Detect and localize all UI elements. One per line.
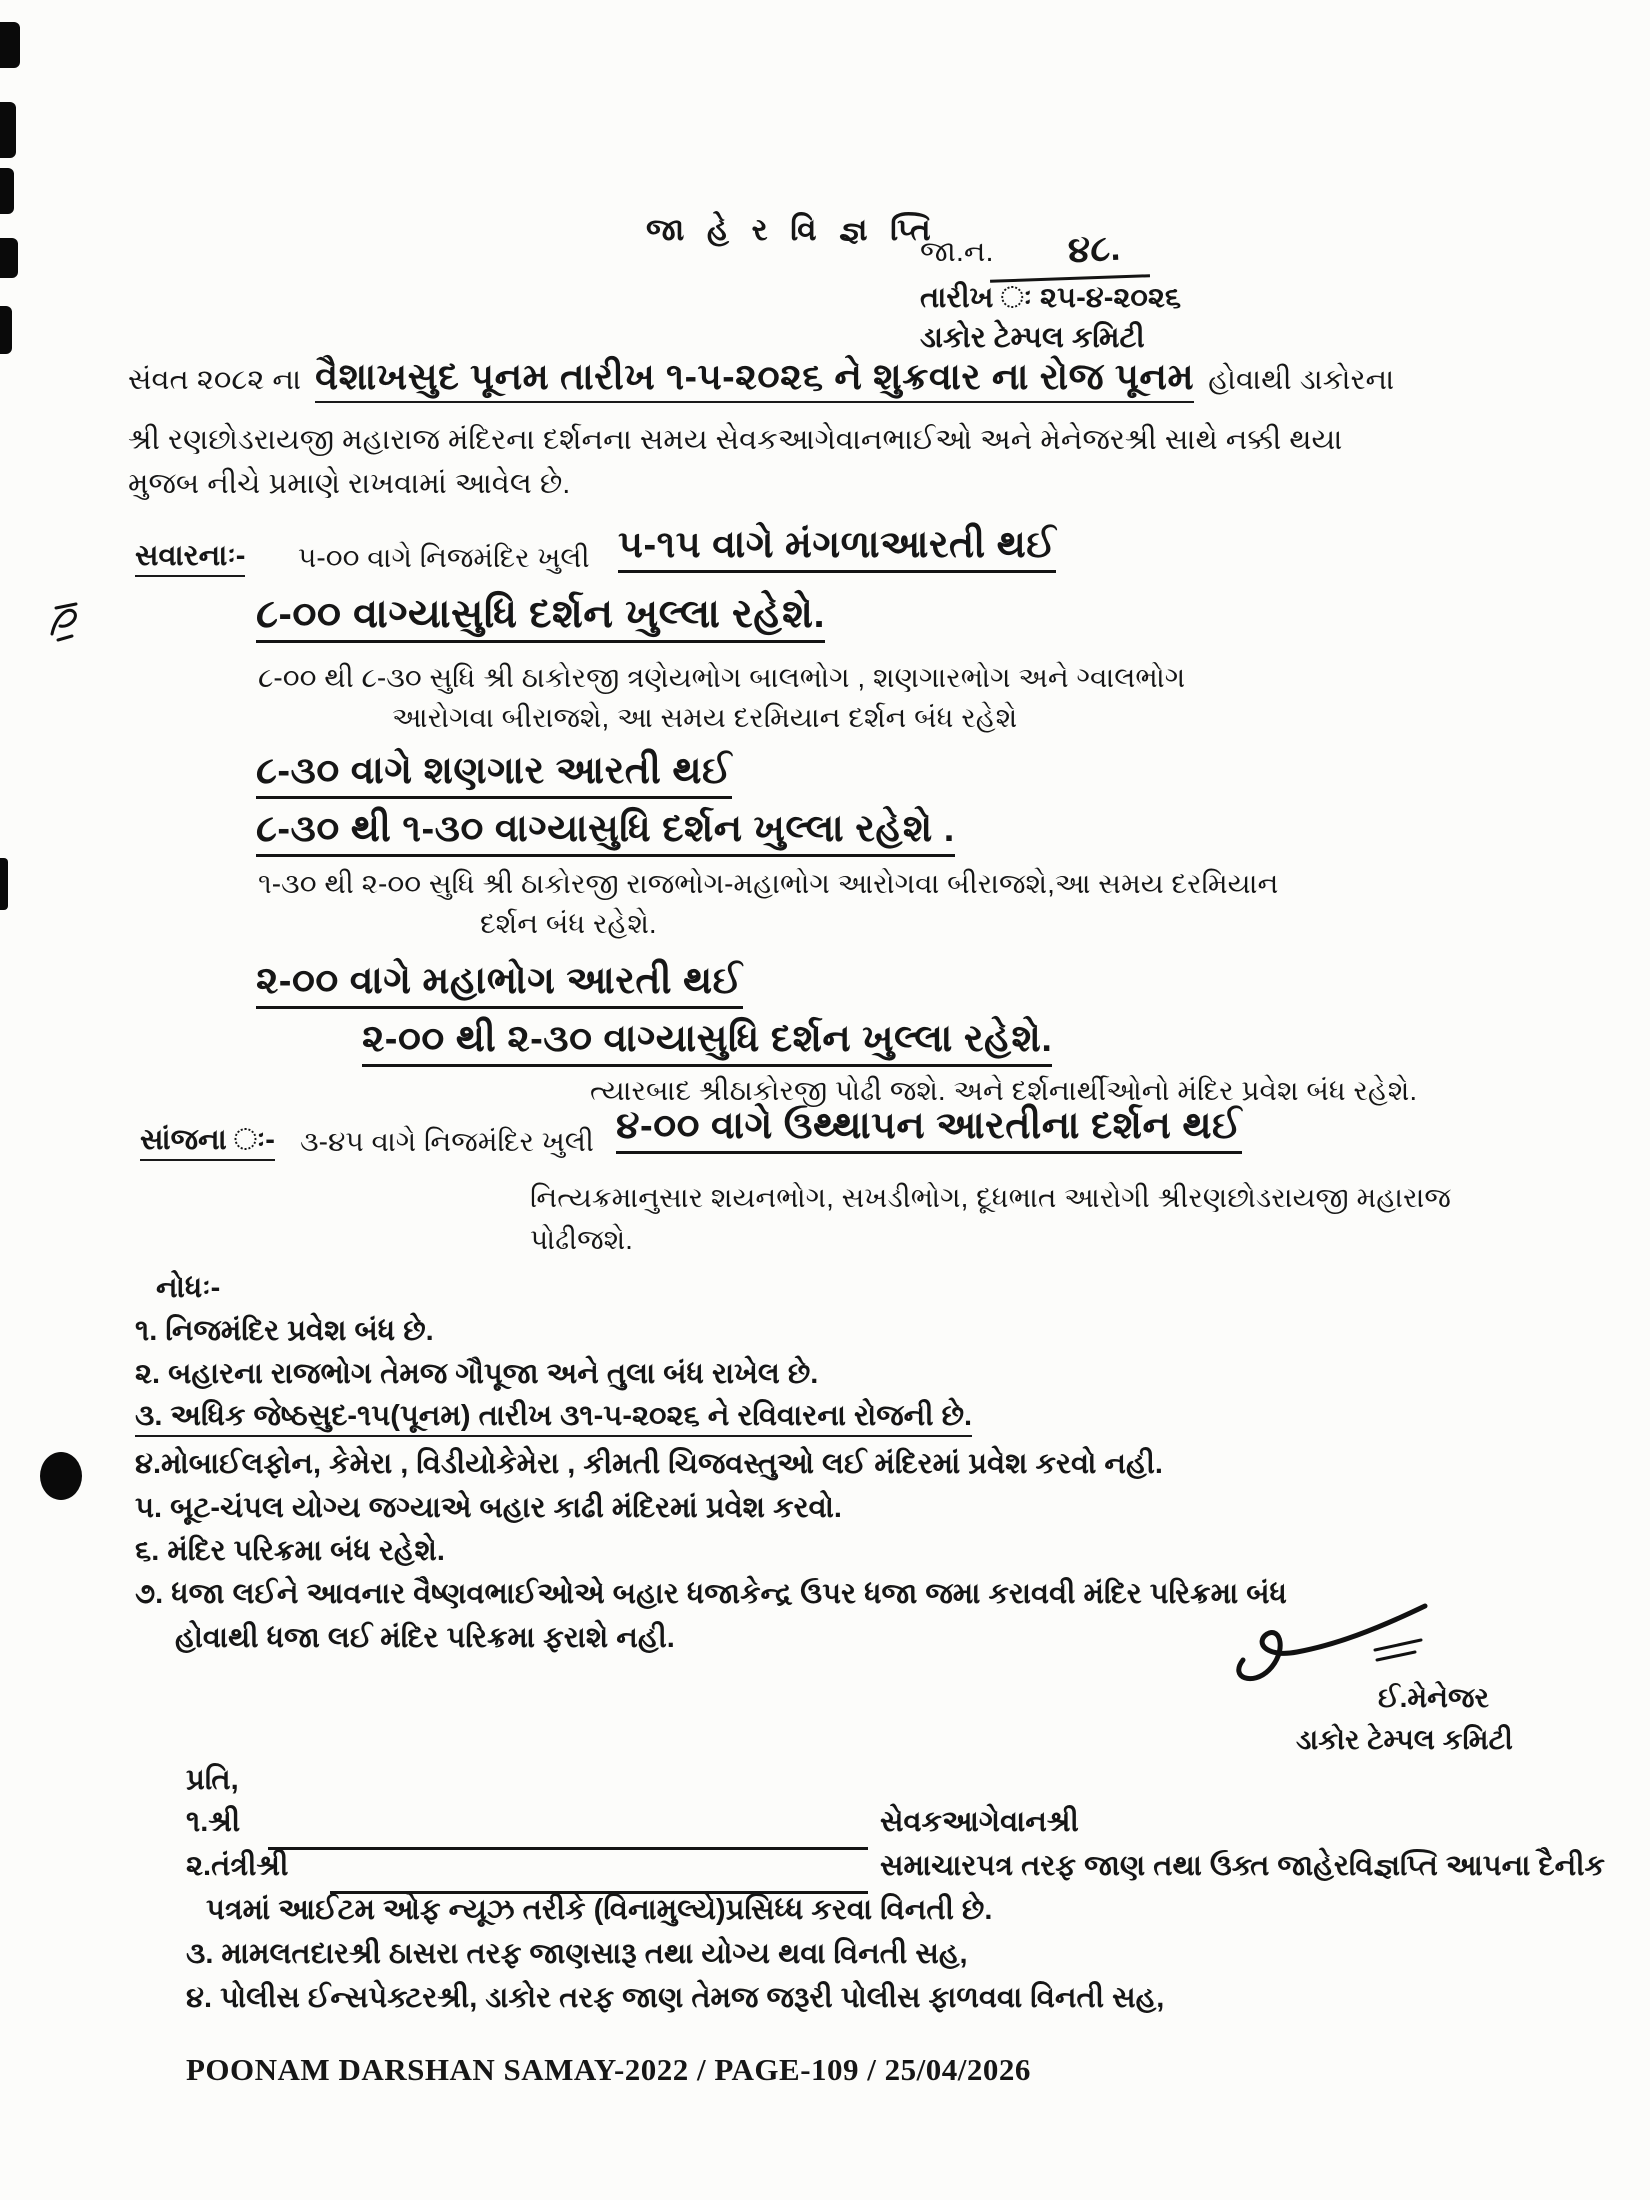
- evening-nitya-line: નિત્યક્રમાનુસાર શયનભોગ, સખડીભોગ, દૂધભાત આરોગી શ્રીરણછોડરાયજી મહારાજ: [530, 1182, 1451, 1213]
- schedule-line-darshan-2: ૨-૦૦ થી ૨-૩૦ વાગ્યાસુધિ દર્શન ખુલ્લા રહેશે.: [362, 1018, 1052, 1067]
- note-item-1: ૧. નિજમંદિર પ્રવેશ બંધ છે.: [135, 1315, 434, 1347]
- signatory-org: ડાકોર ટેમ્પલ કમિટી: [1296, 1724, 1513, 1755]
- scan-artifact: [0, 102, 16, 158]
- dist-item2-text: સમાચારપત્ર તરફ જાણ તથા ઉક્ત જાહેરવિજ્ઞપ્તિ આપના દૈનીક: [880, 1850, 1605, 1882]
- footer-reference: POONAM DARSHAN SAMAY-2022 / PAGE-109 / 25/04/2026: [186, 2052, 1031, 2087]
- scan-artifact: [0, 858, 8, 910]
- intro-line-3: મુજબ નીચે પ્રમાણે રાખવામાં આવેલ છે.: [128, 468, 571, 500]
- schedule-line-rajbhog-b: દર્શન બંધ રહેશે.: [480, 908, 657, 939]
- dist-item3: ૩. મામલતદારશ્રી ઠાસરા તરફ જાણસારૂ તથા યોગ્ય થવા વિનતી સહ,: [186, 1938, 968, 1970]
- scan-artifact: [0, 168, 14, 214]
- note-item-4: ૪.મોબાઈલફોન, કેમેરા , વિડીયોકેમેરા , કીમતી ચિજવસ્તુઓ લઈ મંદિરમાં પ્રવેશ કરવો નહી.: [135, 1448, 1163, 1480]
- ref-number-handwritten: ૪૮.: [1066, 226, 1121, 271]
- dist-item2-number: ૨.તંત્રીશ્રી: [186, 1850, 289, 1882]
- notes-label: નોધઃ-: [156, 1272, 221, 1304]
- schedule-line-mahabhog-aarti: ૨-૦૦ વાગે મહાભોગ આરતી થઈ: [256, 960, 743, 1009]
- committee-name: ડાકોર ટેમ્પલ કમિટી: [920, 322, 1145, 354]
- note-item-5: ૫. બૂટ-ચંપલ યોગ્ય જગ્યાએ બહાર કાઢી મંદિરમાં પ્રવેશ કરવો.: [135, 1492, 842, 1524]
- evening-open-text: ૩-૪૫ વાગે નિજમંદિર ખુલી: [300, 1126, 594, 1157]
- dist-item1-text: સેવકઆગેવાનશ્રી: [880, 1806, 1079, 1838]
- intro-line1-pre: સંવત ૨૦૮૨ ના: [128, 364, 302, 396]
- signatory-role: ઈ.મેનેજર: [1378, 1682, 1489, 1713]
- morning-label: સવારનાઃ-: [135, 540, 245, 577]
- intro-line1-highlight: વૈશાખસુદ પૂનમ તારીખ ૧-૫-૨૦૨૬ ને શુક્રવાર ના રોજ પૂનમ: [315, 356, 1194, 403]
- schedule-line-darshan-830: ૮-૩૦ થી ૧-૩૦ વાગ્યાસુધિ દર્શન ખુલ્લા રહેશે .: [256, 808, 955, 857]
- ink-blot: [40, 1452, 82, 1500]
- note-item-6: ૬. મંદિર પરિક્રમા બંધ રહેશે.: [135, 1535, 445, 1567]
- note-item-7: ૭. ધજા લઈને આવનાર વૈષ્ણવભાઈઓએ બહાર ધજાકેન્દ્ર ઉપર ધજા જમા કરાવવી મંદિર પરિક્રમા બંધ: [135, 1578, 1287, 1610]
- evening-podhi-line: પોઢીજશે.: [530, 1224, 633, 1255]
- schedule-line-rajbhog: ૧-૩૦ થી ૨-૦૦ સુધિ શ્રી ઠાકોરજી રાજભોગ-મહાભોગ આરોગવા બીરાજશે,આ સમય દરમિયાન: [258, 868, 1279, 899]
- scan-artifact: [0, 238, 18, 278]
- intro-line-1: [128, 356, 1394, 403]
- scan-artifact: [0, 22, 20, 68]
- note-item-7-cont: હોવાથી ધજા લઈ મંદિર પરિક્રમા ફરાશે નહી.: [175, 1622, 675, 1654]
- intro-line-2: શ્રી રણછોડરાયજી મહારાજ મંદિરના દર્શનના સમય સેવકઆગેવાનભાઈઓ અને મેનેજરશ્રી સાથે નક્કી થયા: [128, 424, 1343, 456]
- schedule-line-podhi: ત્યારબાદ શ્રીઠાકોરજી પોઢી જશે. અને દર્શનાર્થીઓનો મંદિર પ્રવેશ બંધ રહેશે.: [590, 1075, 1418, 1106]
- pen-mark: [46, 596, 86, 648]
- dist-item4: ૪. પોલીસ ઈન્સપેક્ટરશ્રી, ડાકોર તરફ જાણ તેમજ જરૂરી પોલીસ ફાળવવા વિનતી સહ,: [186, 1982, 1165, 2014]
- intro-line1-post: હોવાથી ડાકોરના: [1208, 364, 1395, 396]
- dist-to-label: પ્રતિ,: [186, 1764, 239, 1796]
- date-line: તારીખ ઃ ૨૫-૪-૨૦૨૬: [920, 282, 1182, 314]
- ref-number-label: જા.ન.: [920, 236, 994, 268]
- morning-open-text: ૫-૦૦ વાગે નિજમંદિર ખુલી: [298, 542, 590, 573]
- note-item-2: ૨. બહારના રાજભોગ તેમજ ગૌપૂજા અને તુલા બંધ રાખેલ છે.: [135, 1358, 819, 1390]
- morning-mangala-aarti: ૫-૧૫ વાગે મંગળાઆરતી થઈ: [618, 524, 1056, 573]
- scan-artifact: [0, 306, 12, 354]
- dist-item2-continuation: પત્રમાં આઈટમ ઓફ ન્યૂઝ તરીકે (વિનામુલ્યે)પ્રસિધ્ધ કરવા વિનતી છે.: [206, 1894, 993, 1926]
- schedule-line-darshan-8: ૮-૦૦ વાગ્યાસુધિ દર્શન ખુલ્લા રહેશે.: [256, 592, 825, 643]
- dist-item1-blank: [268, 1846, 868, 1850]
- page-title: જા હે ર વિ જ્ઞ પ્તિ: [646, 212, 938, 247]
- evening-uththapan-aarti: ૪-૦૦ વાગે ઉથ્થાપન આરતીના દર્શન થઈ: [616, 1105, 1242, 1154]
- schedule-line-bhog-8b: આરોગવા બીરાજશે, આ સમય દરમિયાન દર્શન બંધ રહેશે: [392, 702, 1018, 733]
- schedule-line-bhog-8: ૮-૦૦ થી ૮-૩૦ સુધિ શ્રી ઠાકોરજી ત્રણેયભોગ બાલભોગ , શણગારભોગ અને ગ્વાલભોગ: [258, 662, 1186, 693]
- manager-signature: [1225, 1588, 1455, 1688]
- note-item-3: ૩. અધિક જેષ્ઠસુદ-૧૫(પૂનમ) તારીખ ૩૧-૫-૨૦૨૬ ને રવિવારના રોજની છે.: [135, 1400, 972, 1437]
- evening-label: સાંજના ઃ-: [140, 1124, 275, 1161]
- dist-item1-number: ૧.શ્રી: [186, 1806, 241, 1838]
- schedule-line-shangar-aarti: ૮-૩૦ વાગે શણગાર આરતી થઈ: [256, 750, 732, 799]
